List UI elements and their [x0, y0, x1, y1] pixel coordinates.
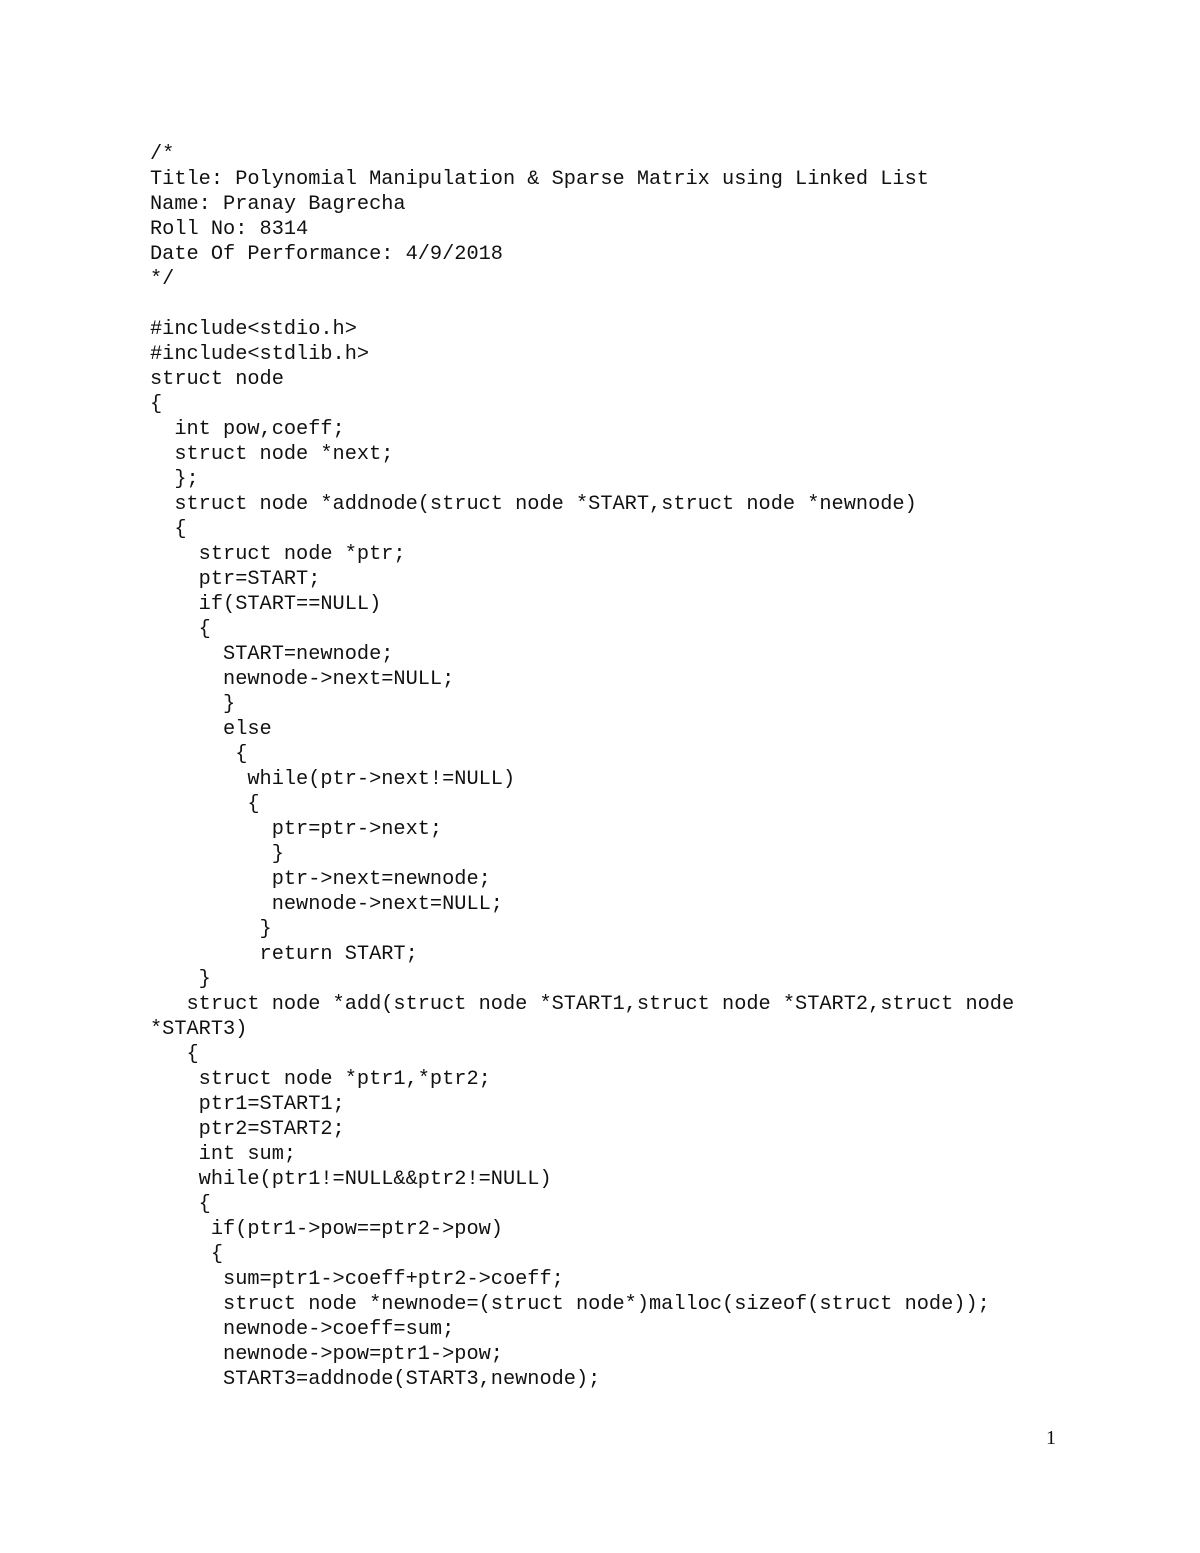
code-line: struct node *ptr1,*ptr2; [150, 1068, 491, 1091]
code-line: Roll No: 8314 [150, 218, 309, 241]
code-line: int sum; [150, 1143, 297, 1166]
code-line: { [150, 793, 260, 816]
code-line: while(ptr1!=NULL&&ptr2!=NULL) [150, 1168, 552, 1191]
code-line: newnode->next=NULL; [150, 893, 503, 916]
code-line: int pow,coeff; [150, 418, 345, 441]
code-line: struct node [150, 368, 284, 391]
code-line: ptr2=START2; [150, 1118, 345, 1141]
code-line: } [150, 918, 272, 941]
code-line: ptr=ptr->next; [150, 818, 443, 841]
code-line: struct node *add(struct node *START1,struct node *START2,struct node [150, 993, 1015, 1016]
code-line [150, 292, 1014, 317]
code-line: START=newnode; [150, 643, 394, 666]
code-line: Title: Polynomial Manipulation & Sparse Matrix using Linked List [150, 168, 929, 191]
code-line: struct node *ptr; [150, 543, 406, 566]
code-line: struct node *newnode=(struct node*)malloc(sizeof(struct node)); [150, 1293, 990, 1316]
code-listing [150, 142, 1014, 1392]
code-line: return START; [150, 943, 418, 966]
code-line: newnode->pow=ptr1->pow; [150, 1343, 503, 1366]
code-line: { [150, 618, 211, 641]
code-line: { [150, 1243, 224, 1266]
code-line: /* [150, 143, 175, 166]
code-line: #include<stdio.h> [150, 318, 357, 341]
code-line: newnode->coeff=sum; [150, 1318, 455, 1341]
code-line: START3=addnode(START3,newnode); [150, 1368, 601, 1391]
code-line: ptr1=START1; [150, 1093, 345, 1116]
code-line: sum=ptr1->coeff+ptr2->coeff; [150, 1268, 564, 1291]
code-line: *START3) [150, 1018, 248, 1041]
code-line: Date Of Performance: 4/9/2018 [150, 243, 503, 266]
code-line: struct node *addnode(struct node *START,struct node *newnode) [150, 493, 917, 516]
code-line: #include<stdlib.h> [150, 343, 370, 366]
code-line: if(ptr1->pow==ptr2->pow) [150, 1218, 503, 1241]
code-line: newnode->next=NULL; [150, 668, 455, 691]
code-line: } [150, 968, 211, 991]
code-line: { [150, 518, 187, 541]
code-line: while(ptr->next!=NULL) [150, 768, 516, 791]
code-line: { [150, 1043, 199, 1066]
code-line: }; [150, 468, 199, 491]
code-line: ptr->next=newnode; [150, 868, 491, 891]
code-line: { [150, 743, 248, 766]
code-line: } [150, 693, 236, 716]
page-number: 1 [1046, 1427, 1056, 1449]
code-line: { [150, 393, 163, 416]
code-line: */ [150, 268, 175, 291]
code-line: struct node *next; [150, 443, 394, 466]
code-line: if(START==NULL) [150, 593, 382, 616]
code-line: Name: Pranay Bagrecha [150, 193, 406, 216]
code-line: ptr=START; [150, 568, 321, 591]
code-line: } [150, 843, 284, 866]
code-line: { [150, 1193, 211, 1216]
code-line: else [150, 718, 272, 741]
